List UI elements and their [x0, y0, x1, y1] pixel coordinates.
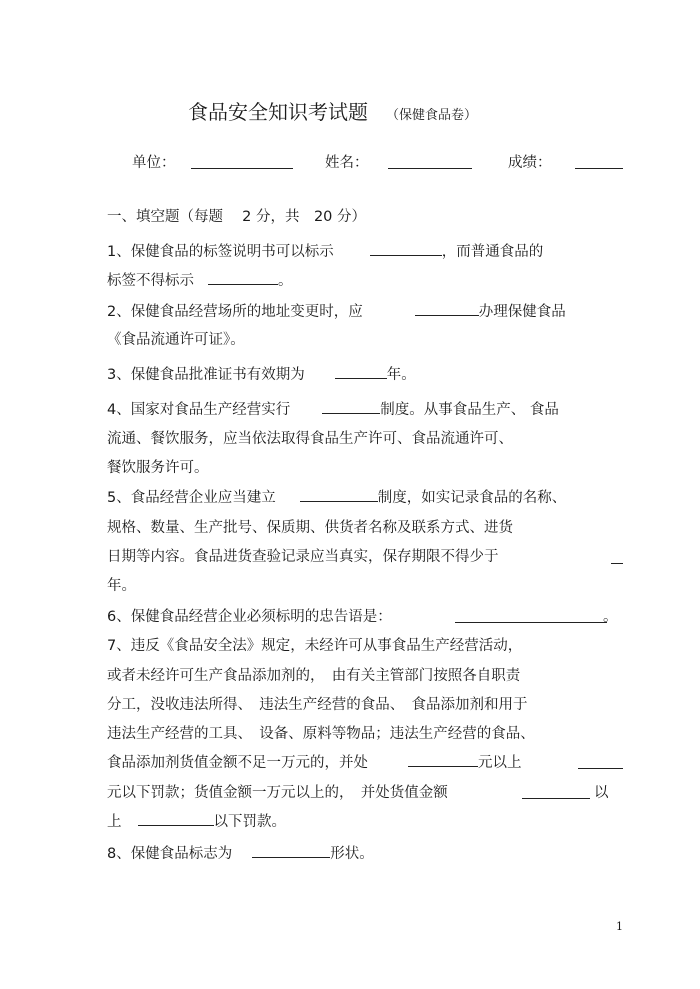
score-field[interactable]	[575, 154, 623, 169]
q2-blank[interactable]	[415, 301, 479, 316]
page-number: 1	[616, 920, 623, 933]
name-field[interactable]	[388, 154, 472, 169]
question-3: 3、保健食品批准证书有效期为 年。	[107, 363, 416, 384]
unit-label: 单位：	[132, 155, 176, 171]
question-7-line-3: 分工，没收违法所得、 违法生产经营的食品、 食品添加剂和用于	[107, 697, 528, 713]
question-1-line-2: 标签不得标示 。	[107, 269, 293, 290]
question-5-line-4: 年。	[107, 578, 136, 594]
title-text: 食品安全知识考试题	[188, 100, 368, 124]
q1-blank-2[interactable]	[208, 270, 278, 285]
question-4-line-1: 4、国家对食品生产经营实行 制度。从事食品生产、 食品	[107, 398, 559, 419]
q5-blank-1[interactable]	[300, 487, 378, 502]
question-7-line-7: 上 以下罚款。	[107, 810, 286, 831]
question-1-line-1: 1、保健食品的标签说明书可以标示 ，而普通食品的	[107, 240, 543, 261]
question-7-line-2: 或者未经许可生产食品添加剂的， 由有关主管部门按照各自职责	[107, 668, 521, 684]
exam-title	[188, 96, 477, 125]
q6-end-mark: 。	[603, 609, 618, 625]
unit-field[interactable]	[191, 154, 293, 169]
q7-line-6-end: 以	[594, 785, 609, 801]
q5-blank-2[interactable]	[611, 549, 623, 564]
question-2-line-1: 2、保健食品经营场所的地址变更时，应 办理保健食品	[107, 300, 566, 321]
question-7-line-6: 元以下罚款；货值金额一万元以上的， 并处货值金额	[107, 785, 448, 801]
q7-blank-3[interactable]	[522, 784, 590, 799]
question-5-line-3: 日期等内容。食品进货查验记录应当真实，保存期限不得少于	[107, 549, 499, 565]
score-label: 成绩：	[508, 155, 552, 171]
question-7-line-5: 食品添加剂货值金额不足一万元的，并处 元以上	[107, 751, 522, 772]
q8-blank[interactable]	[252, 843, 330, 858]
q7-blank-4[interactable]	[138, 811, 214, 826]
question-4-line-3: 餐饮服务许可。	[107, 460, 209, 476]
q4-blank[interactable]	[322, 399, 380, 414]
question-7-line-1: 7、违反《食品安全法》规定，未经许可从事食品生产经营活动，	[107, 638, 523, 654]
question-7-line-4: 违法生产经营的工具、 设备、原料等物品；违法生产经营的食品、	[107, 726, 535, 742]
question-5-line-1: 5、食品经营企业应当建立 制度，如实记录食品的名称、	[107, 486, 566, 507]
q7-blank-1[interactable]	[408, 752, 478, 767]
question-2-line-2: 《食品流通许可证》。	[107, 332, 245, 348]
q7-blank-2[interactable]	[578, 754, 623, 769]
section-heading: 一、填空题（每题 2 分，共 20 分）	[107, 209, 367, 225]
q1-blank-1[interactable]	[370, 241, 442, 256]
question-6: 6、保健食品经营企业必须标明的忠告语是：	[107, 609, 392, 625]
question-5-line-2: 规格、数量、生产批号、保质期、供货者名称及联系方式、进货	[107, 520, 513, 536]
name-label: 姓名：	[325, 155, 369, 171]
q6-blank[interactable]	[455, 608, 607, 623]
q3-blank[interactable]	[335, 364, 387, 379]
question-4-line-2: 流通、餐饮服务，应当依法取得食品生产许可、食品流通许可、	[107, 431, 513, 447]
question-8: 8、保健食品标志为 形状。	[107, 842, 374, 863]
title-subtitle: （保健食品卷）	[386, 108, 478, 123]
